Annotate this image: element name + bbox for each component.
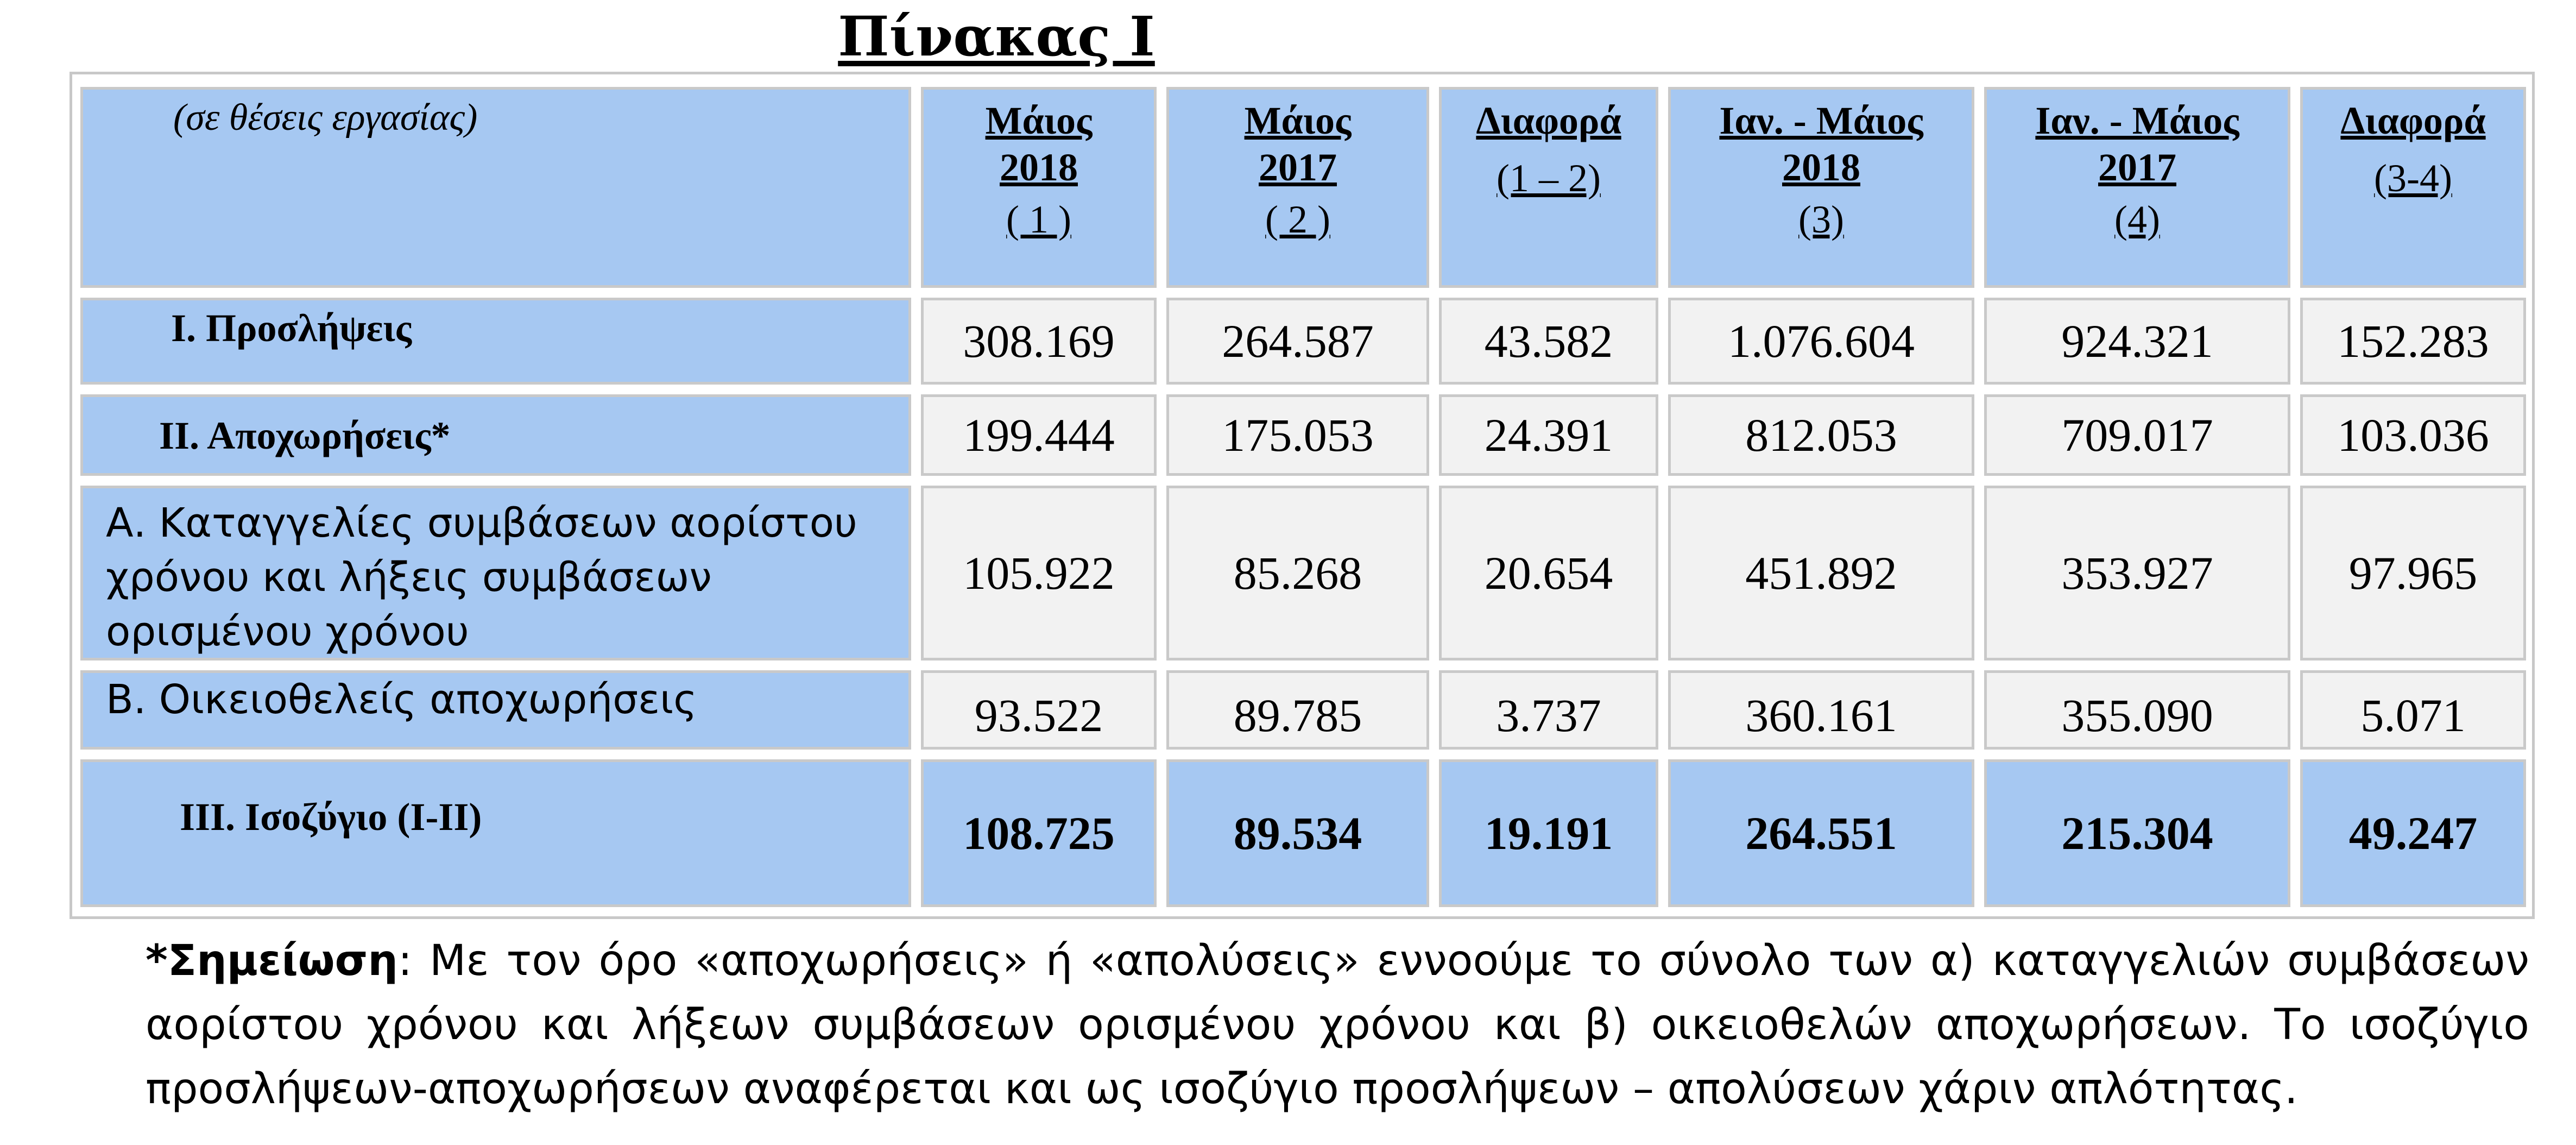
col-header-line1: Μάιος: [1244, 99, 1352, 142]
table-cell: 709.017: [1984, 394, 2290, 476]
col-header-line1: Ιαν. - Μάιος: [2035, 99, 2239, 142]
table-cell: 1.076.604: [1668, 298, 1974, 385]
row-label-text: Ι. Προσλήψεις: [171, 306, 412, 350]
row-label-dismissals: [80, 486, 911, 660]
col-header-line1: Μάιος: [985, 99, 1093, 142]
footnote-text: : Με τον όρο «αποχωρήσεις» ή «απολύσεις» εννοούμε το σύνολο των α) καταγγελιών συμβάσεων αορίστου χρόνου και λήξεων συμβάσεων ορισμένου χρόνου και β) οικειοθελών αποχωρήσεων. Το ισοζύγιο προσλήψεων-αποχωρήσεων αναφέρεται και ως ισοζύγιο προσλήψεων – απολύσεων χάριν απλότητας.: [146, 936, 2529, 1113]
col-header-sub: (4): [2114, 198, 2160, 241]
table-cell: 360.161: [1668, 670, 1974, 750]
col-header-line1: Διαφορά: [1476, 99, 1621, 142]
col-header-line1: Ιαν. - Μάιος: [1719, 99, 1923, 142]
col-header-sub: ( 1 ): [1006, 198, 1071, 241]
col-header-jan-may-2017: [1984, 87, 2290, 288]
table-cell: 89.785: [1166, 670, 1429, 750]
table-cell: 812.053: [1668, 394, 1974, 476]
col-header-line1: Διαφορά: [2340, 99, 2486, 142]
table-cell: 19.191: [1439, 759, 1658, 907]
table-cell: 353.927: [1984, 486, 2290, 660]
row-label-text: ΙΙ. Αποχωρήσεις*: [159, 414, 451, 457]
row-label-hires: [80, 298, 911, 385]
table-cell: 97.965: [2300, 486, 2526, 660]
table-cell: 43.582: [1439, 298, 1658, 385]
table-cell: 93.522: [921, 670, 1157, 750]
table-cell: 5.071: [2300, 670, 2526, 750]
col-header-diff-1-2: [1439, 87, 1658, 288]
table-cell: 105.922: [921, 486, 1157, 660]
col-header-line2: 2017: [1259, 146, 1337, 189]
col-header-sub: (3-4): [2374, 156, 2452, 200]
row-label-balance: [80, 759, 911, 907]
footnote-label: *Σημείωση: [146, 936, 398, 985]
table-cell: 3.737: [1439, 670, 1658, 750]
table-cell: 103.036: [2300, 394, 2526, 476]
col-header-line2: 2017: [2098, 146, 2176, 189]
col-header-diff-3-4: [2300, 87, 2526, 288]
table-cell: 924.321: [1984, 298, 2290, 385]
col-header-jan-may-2018: [1668, 87, 1974, 288]
row-label-text: Α. Καταγγελίες συμβάσεων αορίστου χρόνου και λήξεις συμβάσεων ορισμένου χρόνου: [106, 500, 857, 655]
col-header-sub: (3): [1798, 198, 1844, 241]
table-cell: 85.268: [1166, 486, 1429, 660]
row-label-text: Β. Οικειοθελείς αποχωρήσεις: [106, 676, 697, 723]
row-label-text: ΙΙΙ. Ισοζύγιο (Ι-ΙΙ): [180, 795, 482, 839]
table-cell: 215.304: [1984, 759, 2290, 907]
col-header-line2: 2018: [1000, 146, 1078, 189]
row-label-voluntary: [80, 670, 911, 750]
table-cell: 175.053: [1166, 394, 1429, 476]
table-cell: 451.892: [1668, 486, 1974, 660]
unit-note: (σε θέσεις εργασίας): [173, 97, 478, 139]
table-cell: 108.725: [921, 759, 1157, 907]
footnote: [146, 929, 2529, 1121]
table-cell: 264.551: [1668, 759, 1974, 907]
table-cell: 20.654: [1439, 486, 1658, 660]
col-header-sub: (1 – 2): [1497, 156, 1601, 200]
col-header-may-2017: [1166, 87, 1429, 288]
table-cell: 152.283: [2300, 298, 2526, 385]
table-cell: 24.391: [1439, 394, 1658, 476]
table-cell: 89.534: [1166, 759, 1429, 907]
table-cell: 199.444: [921, 394, 1157, 476]
col-header-sub: ( 2 ): [1265, 198, 1330, 241]
table-title: Πίνακας Ι: [838, 4, 1155, 68]
col-header-may-2018: [921, 87, 1157, 288]
table-cell: 355.090: [1984, 670, 2290, 750]
table-cell: 264.587: [1166, 298, 1429, 385]
row-label-departures: [80, 394, 911, 476]
table-cell: 308.169: [921, 298, 1157, 385]
table-cell: 49.247: [2300, 759, 2526, 907]
unit-note-cell: [80, 87, 911, 288]
col-header-line2: 2018: [1782, 146, 1860, 189]
